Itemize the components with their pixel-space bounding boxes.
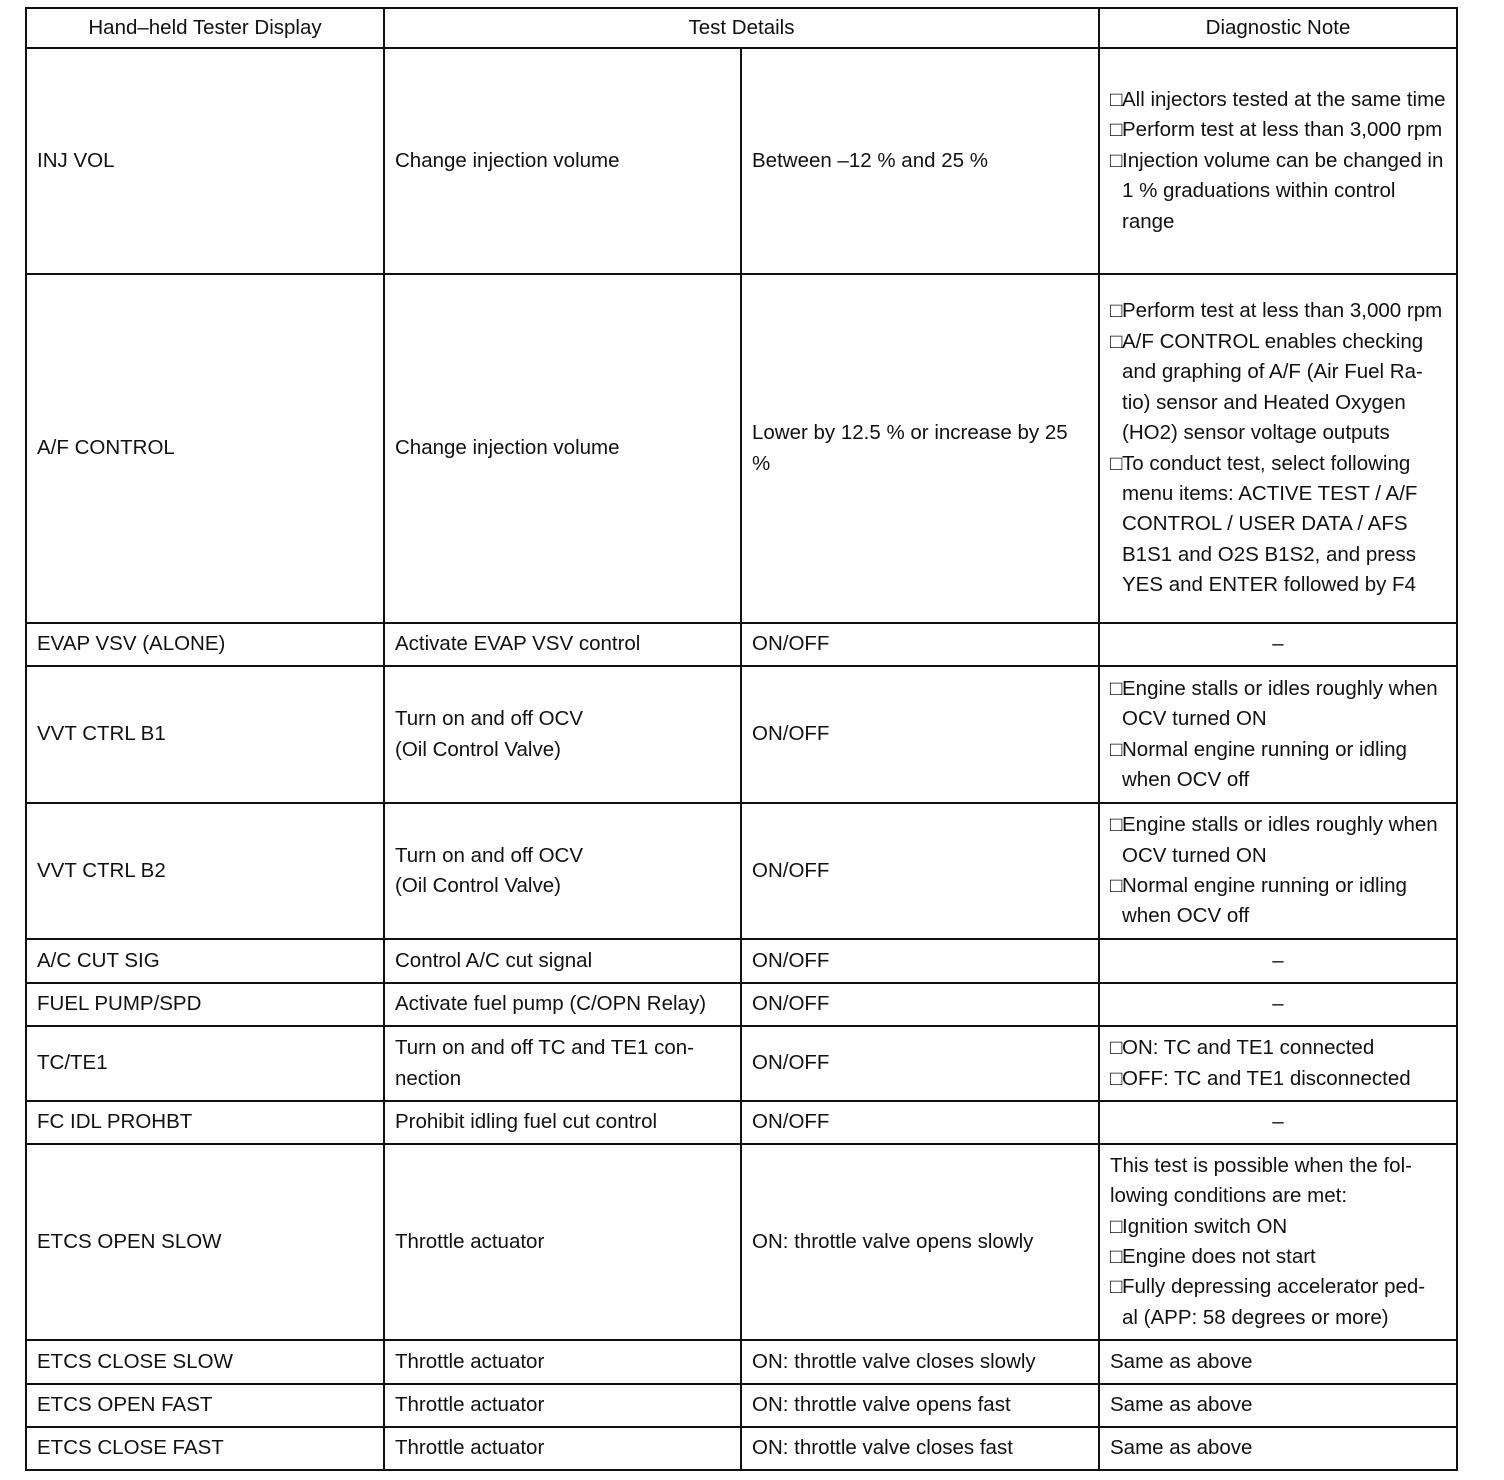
note-cell: –	[1099, 939, 1457, 983]
note-item: □Perform test at less than 3,000 rpm	[1110, 296, 1446, 326]
active-test-table	[25, 7, 1458, 1471]
table-row	[26, 1101, 1457, 1144]
control-cell: ON/OFF	[741, 623, 1099, 666]
note-cell	[1099, 666, 1457, 803]
control-cell: Lower by 12.5 % or increase by 25 %	[741, 274, 1099, 623]
table-row	[26, 983, 1457, 1026]
note-intro: This test is possible when the fol- lowing conditions are met:	[1110, 1153, 1412, 1208]
note-cell	[1099, 1026, 1457, 1101]
action-cell: Change injection volume	[384, 48, 741, 274]
control-cell: ON: throttle valve opens slowly	[741, 1144, 1099, 1340]
table-row	[26, 48, 1457, 274]
display-cell: VVT CTRL B1	[26, 666, 384, 803]
action-cell: Activate fuel pump (C/OPN Relay)	[384, 983, 741, 1026]
action-cell: Change injection volume	[384, 274, 741, 623]
display-cell: FUEL PUMP/SPD	[26, 983, 384, 1026]
display-cell: ETCS CLOSE FAST	[26, 1427, 384, 1470]
note-cell	[1099, 803, 1457, 939]
checkbox-bullet-icon: □	[1110, 676, 1123, 700]
control-cell: ON: throttle valve closes fast	[741, 1427, 1099, 1470]
note-item: □Engine stalls or idles roughly when OCV turned ON	[1110, 674, 1446, 735]
display-cell: A/F CONTROL	[26, 274, 384, 623]
table-row	[26, 1026, 1457, 1101]
control-cell: ON/OFF	[741, 1026, 1099, 1101]
checkbox-bullet-icon: □	[1110, 1214, 1123, 1238]
control-cell: ON: throttle valve opens fast	[741, 1384, 1099, 1427]
display-cell: A/C CUT SIG	[26, 939, 384, 983]
display-cell: VVT CTRL B2	[26, 803, 384, 939]
action-cell: Control A/C cut signal	[384, 939, 741, 983]
control-cell: ON/OFF	[741, 983, 1099, 1026]
table-row	[26, 666, 1457, 803]
display-cell: ETCS OPEN FAST	[26, 1384, 384, 1427]
action-cell: Activate EVAP VSV control	[384, 623, 741, 666]
checkbox-bullet-icon: □	[1110, 1066, 1123, 1090]
checkbox-bullet-icon: □	[1110, 1275, 1123, 1299]
control-cell: ON: throttle valve closes slowly	[741, 1340, 1099, 1384]
note-item: □To conduct test, select following menu items: ACTIVE TEST / A/F CONTROL / USER DATA / AFS B1S1 and O2S B1S2, and press YES and ENTER followed by F4	[1110, 449, 1446, 601]
note-item: □Ignition switch ON	[1110, 1212, 1446, 1242]
note-item: □Fully depressing accelerator ped- al (APP: 58 degrees or more)	[1110, 1272, 1446, 1333]
header-row	[26, 8, 1457, 48]
checkbox-bullet-icon: □	[1110, 87, 1123, 111]
checkbox-bullet-icon: □	[1110, 737, 1123, 761]
note-cell: Same as above	[1099, 1340, 1457, 1384]
action-cell	[384, 666, 741, 803]
action-cell: Throttle actuator	[384, 1144, 741, 1340]
table-row	[26, 939, 1457, 983]
table-row	[26, 623, 1457, 666]
note-item: □ON: TC and TE1 connected	[1110, 1033, 1446, 1063]
note-item: □Normal engine running or idling when OCV off	[1110, 735, 1446, 796]
header-test-details: Test Details	[384, 8, 1099, 48]
note-item: □Engine stalls or idles roughly when OCV turned ON	[1110, 810, 1446, 871]
display-cell: ETCS OPEN SLOW	[26, 1144, 384, 1340]
display-cell: ETCS CLOSE SLOW	[26, 1340, 384, 1384]
table-row	[26, 274, 1457, 623]
table-row	[26, 1427, 1457, 1470]
display-cell: TC/TE1	[26, 1026, 384, 1101]
table-row	[26, 1384, 1457, 1427]
checkbox-bullet-icon: □	[1110, 118, 1123, 142]
note-cell: –	[1099, 1101, 1457, 1144]
display-cell: FC IDL PROHBT	[26, 1101, 384, 1144]
checkbox-bullet-icon: □	[1110, 813, 1123, 837]
display-cell: INJ VOL	[26, 48, 384, 274]
control-cell: ON/OFF	[741, 666, 1099, 803]
note-cell	[1099, 1144, 1457, 1340]
action-cell: Prohibit idling fuel cut control	[384, 1101, 741, 1144]
table-row	[26, 1340, 1457, 1384]
note-item: □All injectors tested at the same time	[1110, 85, 1446, 115]
note-item: □OFF: TC and TE1 disconnected	[1110, 1064, 1446, 1094]
note-cell: Same as above	[1099, 1384, 1457, 1427]
checkbox-bullet-icon: □	[1110, 148, 1123, 172]
checkbox-bullet-icon: □	[1110, 299, 1123, 323]
note-item: □Injection volume can be changed in 1 % graduations within control range	[1110, 146, 1446, 237]
checkbox-bullet-icon: □	[1110, 1245, 1123, 1268]
note-item: □A/F CONTROL enables checking and graphing of A/F (Air Fuel Ra- tio) sensor and Heated Oxygen (HO2) sensor voltage outputs	[1110, 327, 1446, 449]
checkbox-bullet-icon: □	[1110, 1036, 1123, 1060]
note-cell	[1099, 274, 1457, 623]
checkbox-bullet-icon: □	[1110, 451, 1123, 475]
action-line: Turn on and off OCV	[395, 843, 584, 867]
control-cell: ON/OFF	[741, 939, 1099, 983]
action-line: Turn on and off OCV	[395, 707, 584, 731]
action-cell: Turn on and off TC and TE1 con- nection	[384, 1026, 741, 1101]
checkbox-bullet-icon: □	[1110, 329, 1123, 353]
note-item: □Perform test at less than 3,000 rpm	[1110, 115, 1446, 145]
action-line: (Oil Control Valve)	[395, 874, 561, 897]
action-cell: Throttle actuator	[384, 1384, 741, 1427]
header-diagnostic-note: Diagnostic Note	[1099, 8, 1457, 48]
action-cell: Throttle actuator	[384, 1340, 741, 1384]
control-cell: Between –12 % and 25 %	[741, 48, 1099, 274]
note-cell: –	[1099, 983, 1457, 1026]
display-cell: EVAP VSV (ALONE)	[26, 623, 384, 666]
table-row	[26, 803, 1457, 939]
note-item: □Normal engine running or idling when OCV off	[1110, 871, 1446, 932]
control-cell: ON/OFF	[741, 1101, 1099, 1144]
checkbox-bullet-icon: □	[1110, 874, 1123, 897]
note-cell: –	[1099, 623, 1457, 666]
note-cell: Same as above	[1099, 1427, 1457, 1470]
note-item: □Engine does not start	[1110, 1242, 1446, 1272]
note-cell	[1099, 48, 1457, 274]
action-cell: Throttle actuator	[384, 1427, 741, 1470]
control-cell: ON/OFF	[741, 803, 1099, 939]
table-row	[26, 1144, 1457, 1340]
action-line: (Oil Control Valve)	[395, 737, 561, 761]
header-display: Hand–held Tester Display	[26, 8, 384, 48]
action-cell	[384, 803, 741, 939]
